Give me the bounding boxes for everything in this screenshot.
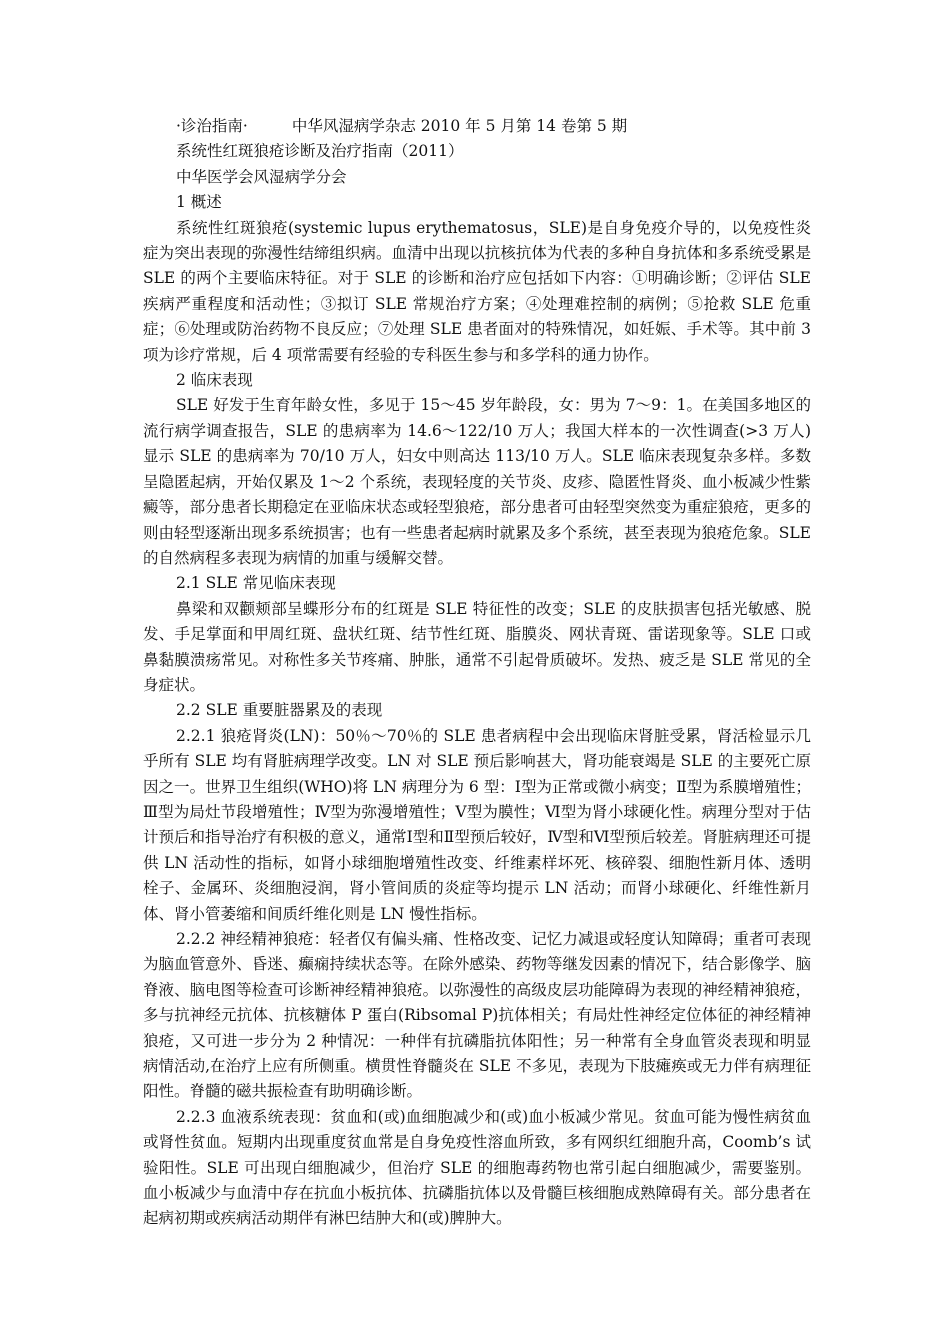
journal-citation: 中华风湿病学杂志 2010 年 5 月第 14 卷第 5 期: [291, 117, 628, 135]
section-heading-2-1: 2.1 SLE 常见临床表现: [176, 574, 336, 593]
article-author: 中华医学会风湿病学分会: [176, 167, 347, 186]
document-body: [143, 114, 811, 1232]
journal-header: [143, 114, 811, 139]
paragraph-hematologic: 2.2.3 血液系统表现：贫血和(或)血细胞减少和(或)血小板减少常见。贫血可能为慢性病贫血或肾性贫血。短期内出现重度贫血常是自身免疫性溶血所致，多有网织红细胞升高，Coomb’s 试验阳性。SLE 可出现白细胞减少，但治疗 SLE 的细胞毒药物也常引起白细胞减少，需要鉴别。血小板减少与血清中存在抗血小板抗体、抗磷脂抗体以及骨髓巨核细胞成熟障碍有关。部分患者在起病初期或疾病活动期伴有淋巴结肿大和(或)脾肿大。: [143, 1107, 811, 1228]
section-heading-2: 2 临床表现: [176, 371, 253, 390]
paragraph-overview: 系统性红斑狼疮(systemic lupus erythematosus，SLE)是自身免疫介导的，以免疫性炎症为突出表现的弥漫性结缔组织病。血清中出现以抗核抗体为代表的多种自身抗体和多系统受累是 SLE 的两个主要临床特征。对于 SLE 的诊断和治疗应包括如下内容：①明确诊断；②评估 SLE 疾病严重程度和活动性；③拟订 SLE 常规治疗方案；④处理难控制的病例；⑤抢救 SLE 危重症；⑥处理或防治药物不良反应；⑦处理 SLE 患者面对的特殊情况，如妊娠、手术等。其中前 3 项为诊疗常规，后 4 项常需要有经验的专科医生参与和多学科的通力协作。: [143, 218, 811, 364]
article-title: 系统性红斑狼疮诊断及治疗指南（2011）: [176, 142, 464, 161]
paragraph-clinical: SLE 好发于生育年龄女性，多见于 15～45 岁年龄段，女：男为 7～9：1。在美国多地区的流行病学调查报告，SLE 的患病率为 14.6～122/10 万人；我国大样本的一次性调查(>3 万人)显示 SLE 的患病率为 70/10 万人，妇女中则高达 113/10 万人。SLE 临床表现复杂多样。多数呈隐匿起病，开始仅累及 1～2 个系统，表现轻度的关节炎、皮疹、隐匿性肾炎、血小板减少性紫癜等，部分患者长期稳定在亚临床状态或轻型狼疮，部分患者可由轻型突然变为重症狼疮，更多的则由轻型逐渐出现多系统损害；也有一些患者起病时就累及多个系统，甚至表现为狼疮危象。SLE 的自然病程多表现为病情的加重与缓解交替。: [143, 396, 811, 567]
section-heading-1: 1 概述: [176, 193, 222, 212]
paragraph-lupus-nephritis: 2.2.1 狼疮肾炎(LN)：50％～70％的 SLE 患者病程中会出现临床肾脏受累，肾活检显示几乎所有 SLE 均有肾脏病理学改变。LN 对 SLE 预后影响甚大，肾功能衰竭是 SLE 的主要死亡原因之一。世界卫生组织(WHO)将 LN 病理分为 6 型：Ⅰ型为正常或微小病变；Ⅱ型为系膜增殖性；Ⅲ型为局灶节段增殖性；Ⅳ型为弥漫增殖性；Ⅴ型为膜性；Ⅵ型为肾小球硬化性。病理分型对于估计预后和指导治疗有积极的意义，通常Ⅰ型和Ⅱ型预后较好，Ⅳ型和Ⅵ型预后较差。肾脏病理还可提供 LN 活动性的指标，如肾小球细胞增殖性改变、纤维素样坏死、核碎裂、细胞性新月体、透明栓子、金属环、炎细胞浸润，肾小管间质的炎症等均提示 LN 活动；而肾小球硬化、纤维性新月体、肾小管萎缩和间质纤维化则是 LN 慢性指标。: [143, 726, 811, 923]
section-heading-2-2: 2.2 SLE 重要脏器累及的表现: [176, 701, 383, 720]
paragraph-neuropsychiatric: 2.2.2 神经精神狼疮：轻者仅有偏头痛、性格改变、记忆力减退或轻度认知障碍；重者可表现为脑血管意外、昏迷、癫痫持续状态等。在除外感染、药物等继发因素的情况下，结合影像学、脑脊液、脑电图等检查可诊断神经精神狼疮。以弥漫性的高级皮层功能障碍为表现的神经精神狼疮，多与抗神经元抗体、抗核糖体 P 蛋白(Ribsomal P)抗体相关；有局灶性神经定位体征的神经精神狼疮，又可进一步分为 2 种情况：一种伴有抗磷脂抗体阳性；另一种常有全身血管炎表现和明显病情活动,在治疗上应有所侧重。横贯性脊髓炎在 SLE 不多见，表现为下肢瘫痪或无力伴有病理征阳性。脊髓的磁共振检查有助明确诊断。: [143, 930, 811, 1101]
column-label: ·诊治指南·: [176, 117, 248, 135]
paragraph-common-manifestations: 鼻梁和双颧颊部呈蝶形分布的红斑是 SLE 特征性的改变；SLE 的皮肤损害包括光敏感、脱发、手足掌面和甲周红斑、盘状红斑、结节性红斑、脂膜炎、网状青斑、雷诺现象等。SLE 口或鼻黏膜溃疡常见。对称性多关节疼痛、肿胀，通常不引起骨质破坏。发热、疲乏是 SLE 常见的全身症状。: [143, 599, 811, 694]
